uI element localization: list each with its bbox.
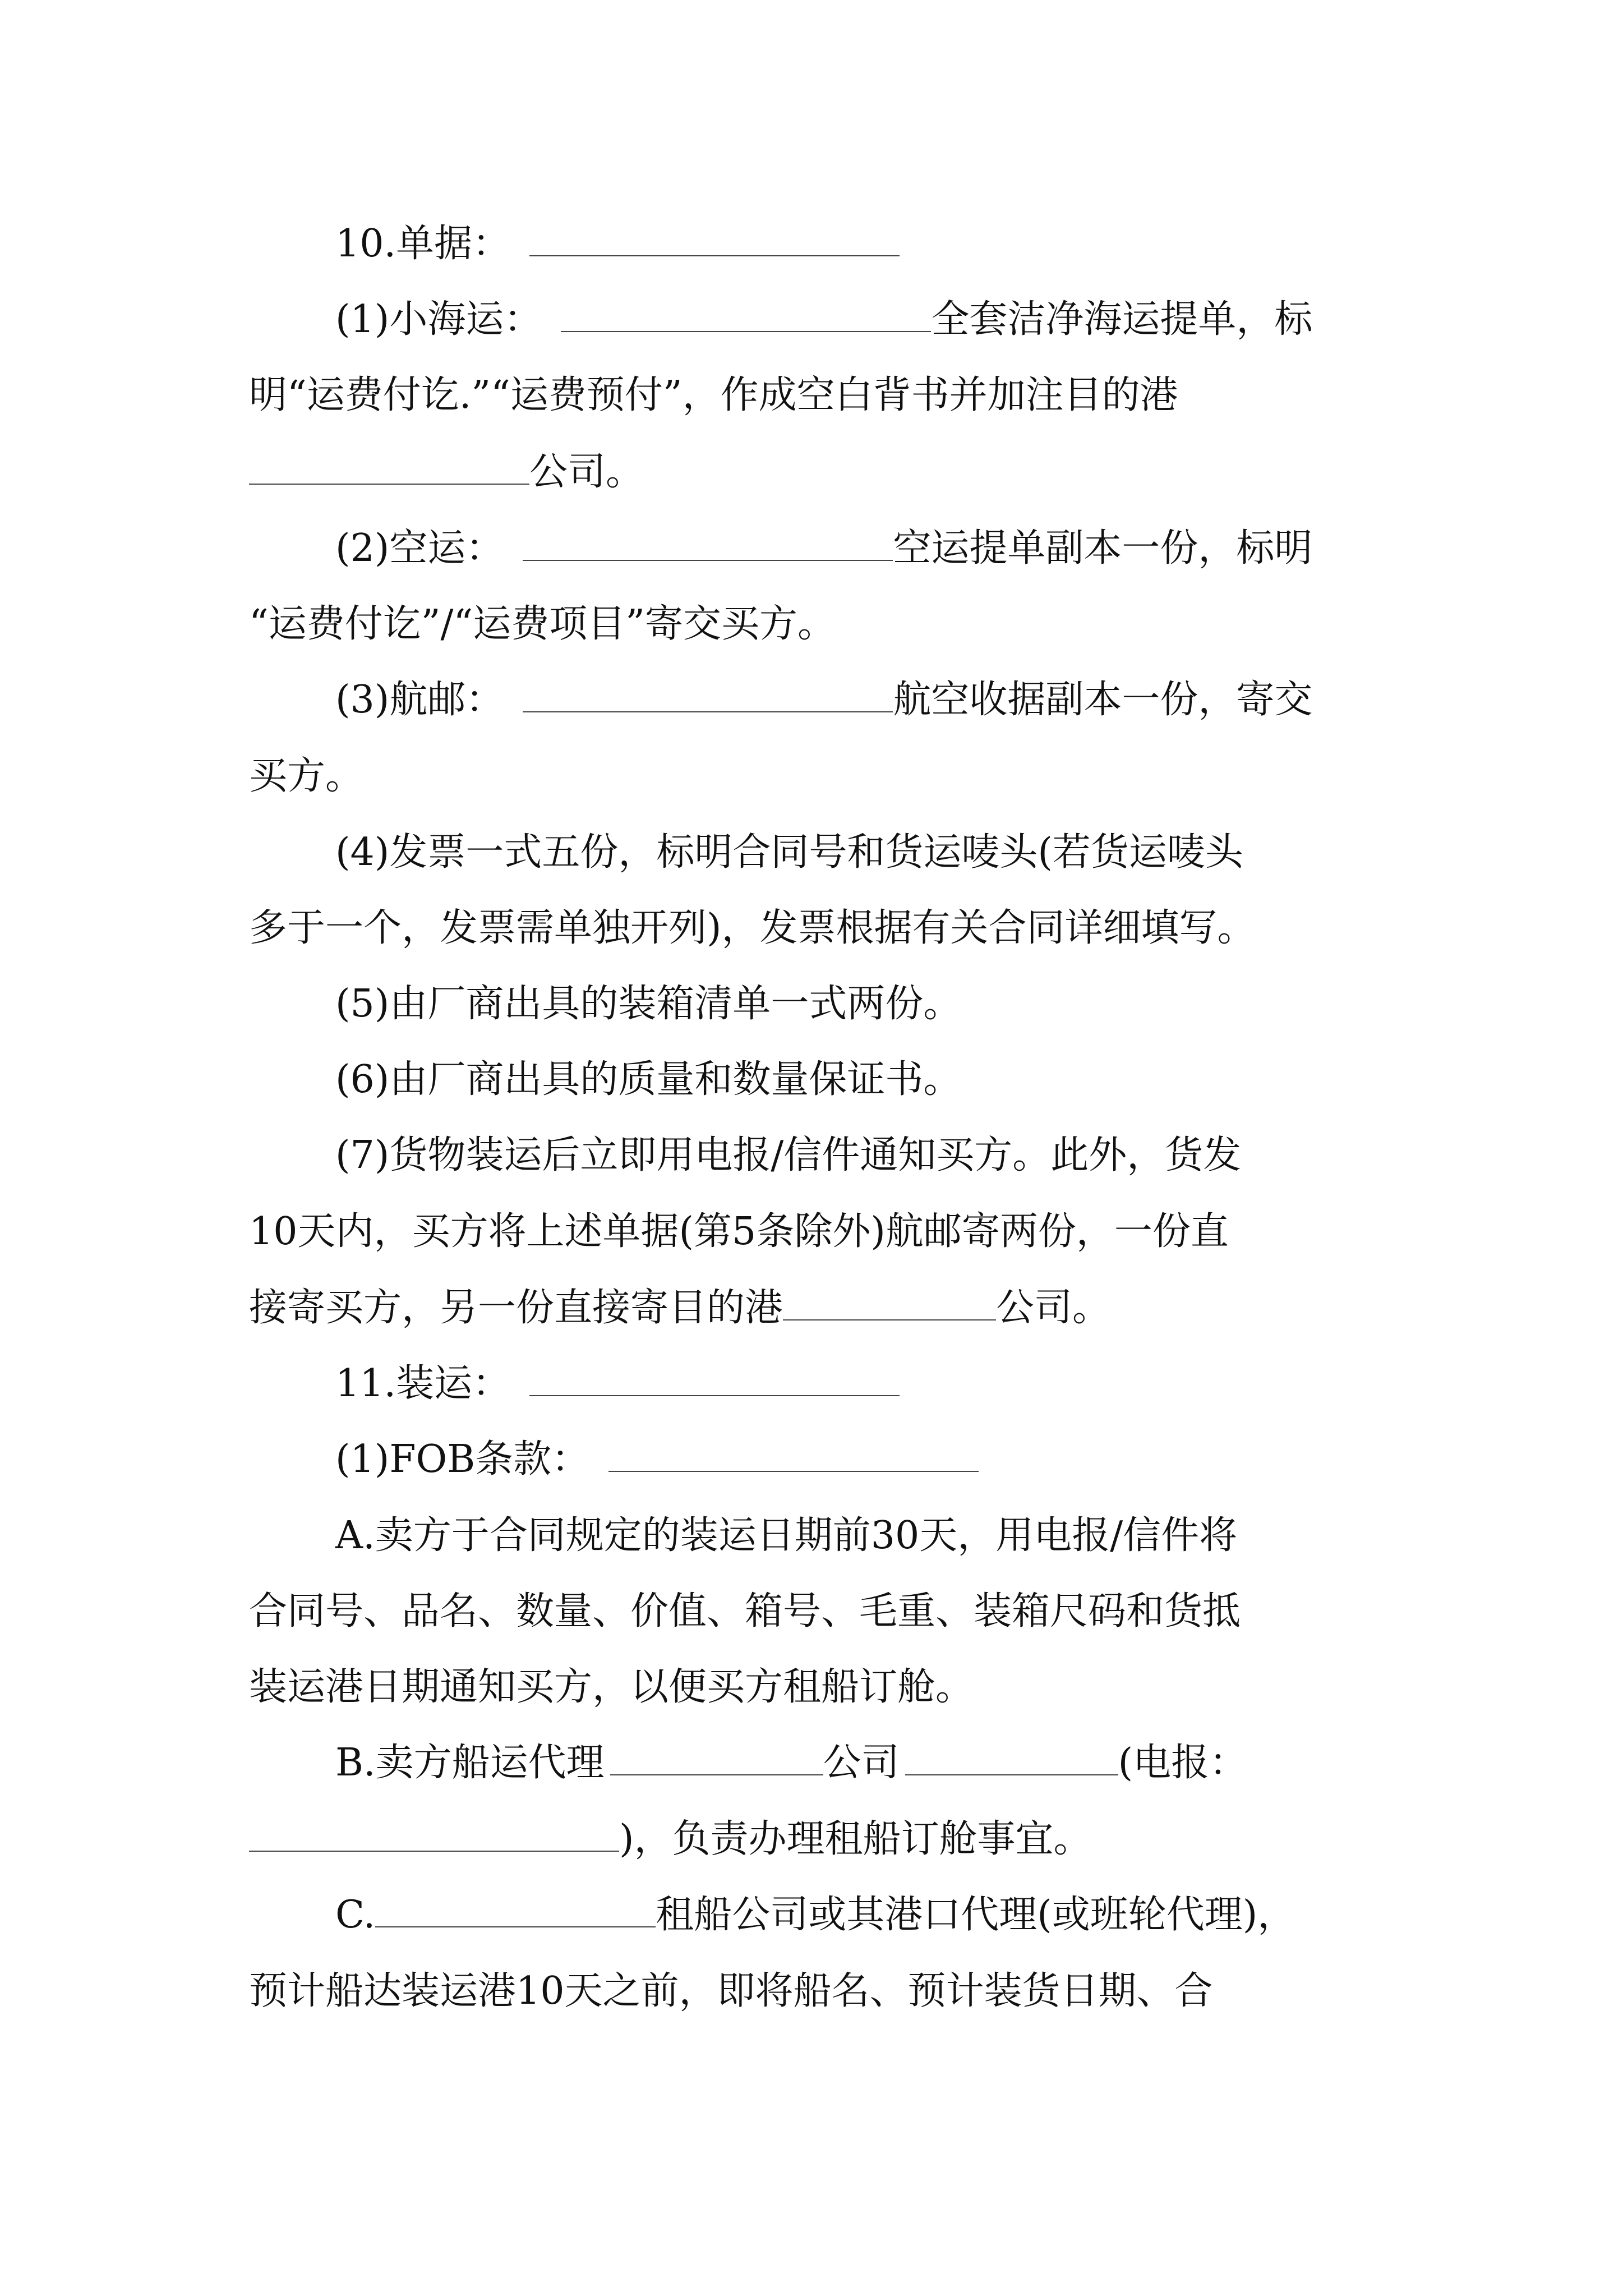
clause-10-3-line	[249, 748, 363, 804]
fill-blank	[249, 444, 529, 485]
clause-10-heading	[335, 216, 900, 272]
clause-10-1-line	[249, 444, 644, 500]
text: (2)空运：	[335, 526, 504, 570]
text: C.	[335, 1893, 376, 1937]
text: (3)航邮：	[335, 678, 504, 722]
text: 10.单据：	[335, 222, 511, 266]
clause-11-a-line	[249, 1659, 974, 1715]
text: 航空收据副本一份，寄交	[893, 678, 1313, 722]
clause-10-4-line	[249, 900, 1256, 956]
text: 公司	[823, 1741, 900, 1785]
text: (1)小海运：	[335, 297, 542, 342]
fill-blank	[375, 1887, 656, 1927]
text: 租船公司或其港口代理(或班轮代理)，	[656, 1893, 1296, 1937]
text: “运费付讫”/“运费项目”寄交买方。	[249, 602, 836, 646]
fill-blank	[523, 521, 893, 561]
fill-blank	[523, 672, 893, 712]
text: (4)发票一式五份，标明合同号和货运唛头(若货运唛头	[335, 830, 1243, 875]
clause-10-1-line	[249, 367, 1178, 424]
clause-10-3-line	[335, 672, 1312, 728]
text: (5)由厂商出具的装箱清单一式两份。	[335, 982, 962, 1026]
text: B.卖方船运代理	[335, 1741, 605, 1785]
clause-10-2-line	[249, 596, 836, 652]
clause-10-6-line	[335, 1052, 961, 1108]
text: 公司。	[996, 1286, 1111, 1330]
text: 装运港日期通知买方，以便买方租船订舱。	[249, 1665, 974, 1709]
fill-blank	[905, 1735, 1118, 1775]
clause-11-b-line	[335, 1735, 1247, 1791]
fill-blank	[529, 1356, 900, 1396]
clause-11-c-line	[335, 1887, 1295, 1943]
text: 10天内，买方将上述单据(第5条除外)航邮寄两份，一份直	[249, 1209, 1229, 1254]
fill-blank	[608, 1432, 979, 1472]
clause-10-7-line	[249, 1204, 1229, 1260]
text: A.卖方于合同规定的装运日期前30天，用电报/信件将	[335, 1513, 1238, 1558]
clause-10-4-line	[335, 825, 1243, 881]
clause-11-1-line	[335, 1432, 979, 1488]
clause-10-2-line	[335, 521, 1312, 577]
text: 空运提单副本一份，标明	[893, 526, 1313, 570]
clause-11-a-line	[249, 1584, 1241, 1640]
fill-blank	[783, 1280, 996, 1320]
fill-blank	[610, 1735, 823, 1775]
fill-blank	[561, 292, 931, 332]
text: 接寄买方，另一份直接寄目的港	[249, 1286, 783, 1330]
clause-11-b-line	[249, 1811, 1092, 1867]
text: 合同号、品名、数量、价值、箱号、毛重、装箱尺码和货抵	[249, 1589, 1241, 1634]
clause-11-heading	[335, 1356, 900, 1412]
text: (7)货物装运后立即用电报/信件通知买方。此外，货发	[335, 1133, 1242, 1177]
fill-blank	[249, 1811, 619, 1852]
text: 预计船达装运港10天之前，即将船名、预计装货日期、合	[249, 1969, 1213, 2013]
clause-11-c-line	[249, 1963, 1213, 2019]
text: 买方。	[249, 754, 364, 798]
clause-10-7-line	[335, 1128, 1241, 1184]
text: 明“运费付讫.”“运费预付”，作成空白背书并加注目的港	[249, 373, 1178, 417]
text: (1)FOB条款：	[335, 1437, 590, 1481]
text: 多于一个，发票需单独开列)，发票根据有关合同详细填写。	[249, 906, 1256, 950]
clause-10-5-line	[335, 976, 961, 1032]
clause-10-1-line	[335, 292, 1312, 348]
clause-10-7-line	[249, 1280, 1110, 1336]
text: (6)由厂商出具的质量和数量保证书。	[335, 1057, 962, 1102]
text: (电报：	[1118, 1741, 1248, 1785]
text: )，负责办理租船订舱事宜。	[619, 1817, 1092, 1861]
fill-blank	[529, 216, 900, 256]
text: 11.装运：	[335, 1361, 511, 1406]
clause-11-a-line	[335, 1508, 1237, 1564]
text: 全套洁净海运提单，标	[931, 297, 1313, 342]
text: 公司。	[529, 450, 644, 494]
